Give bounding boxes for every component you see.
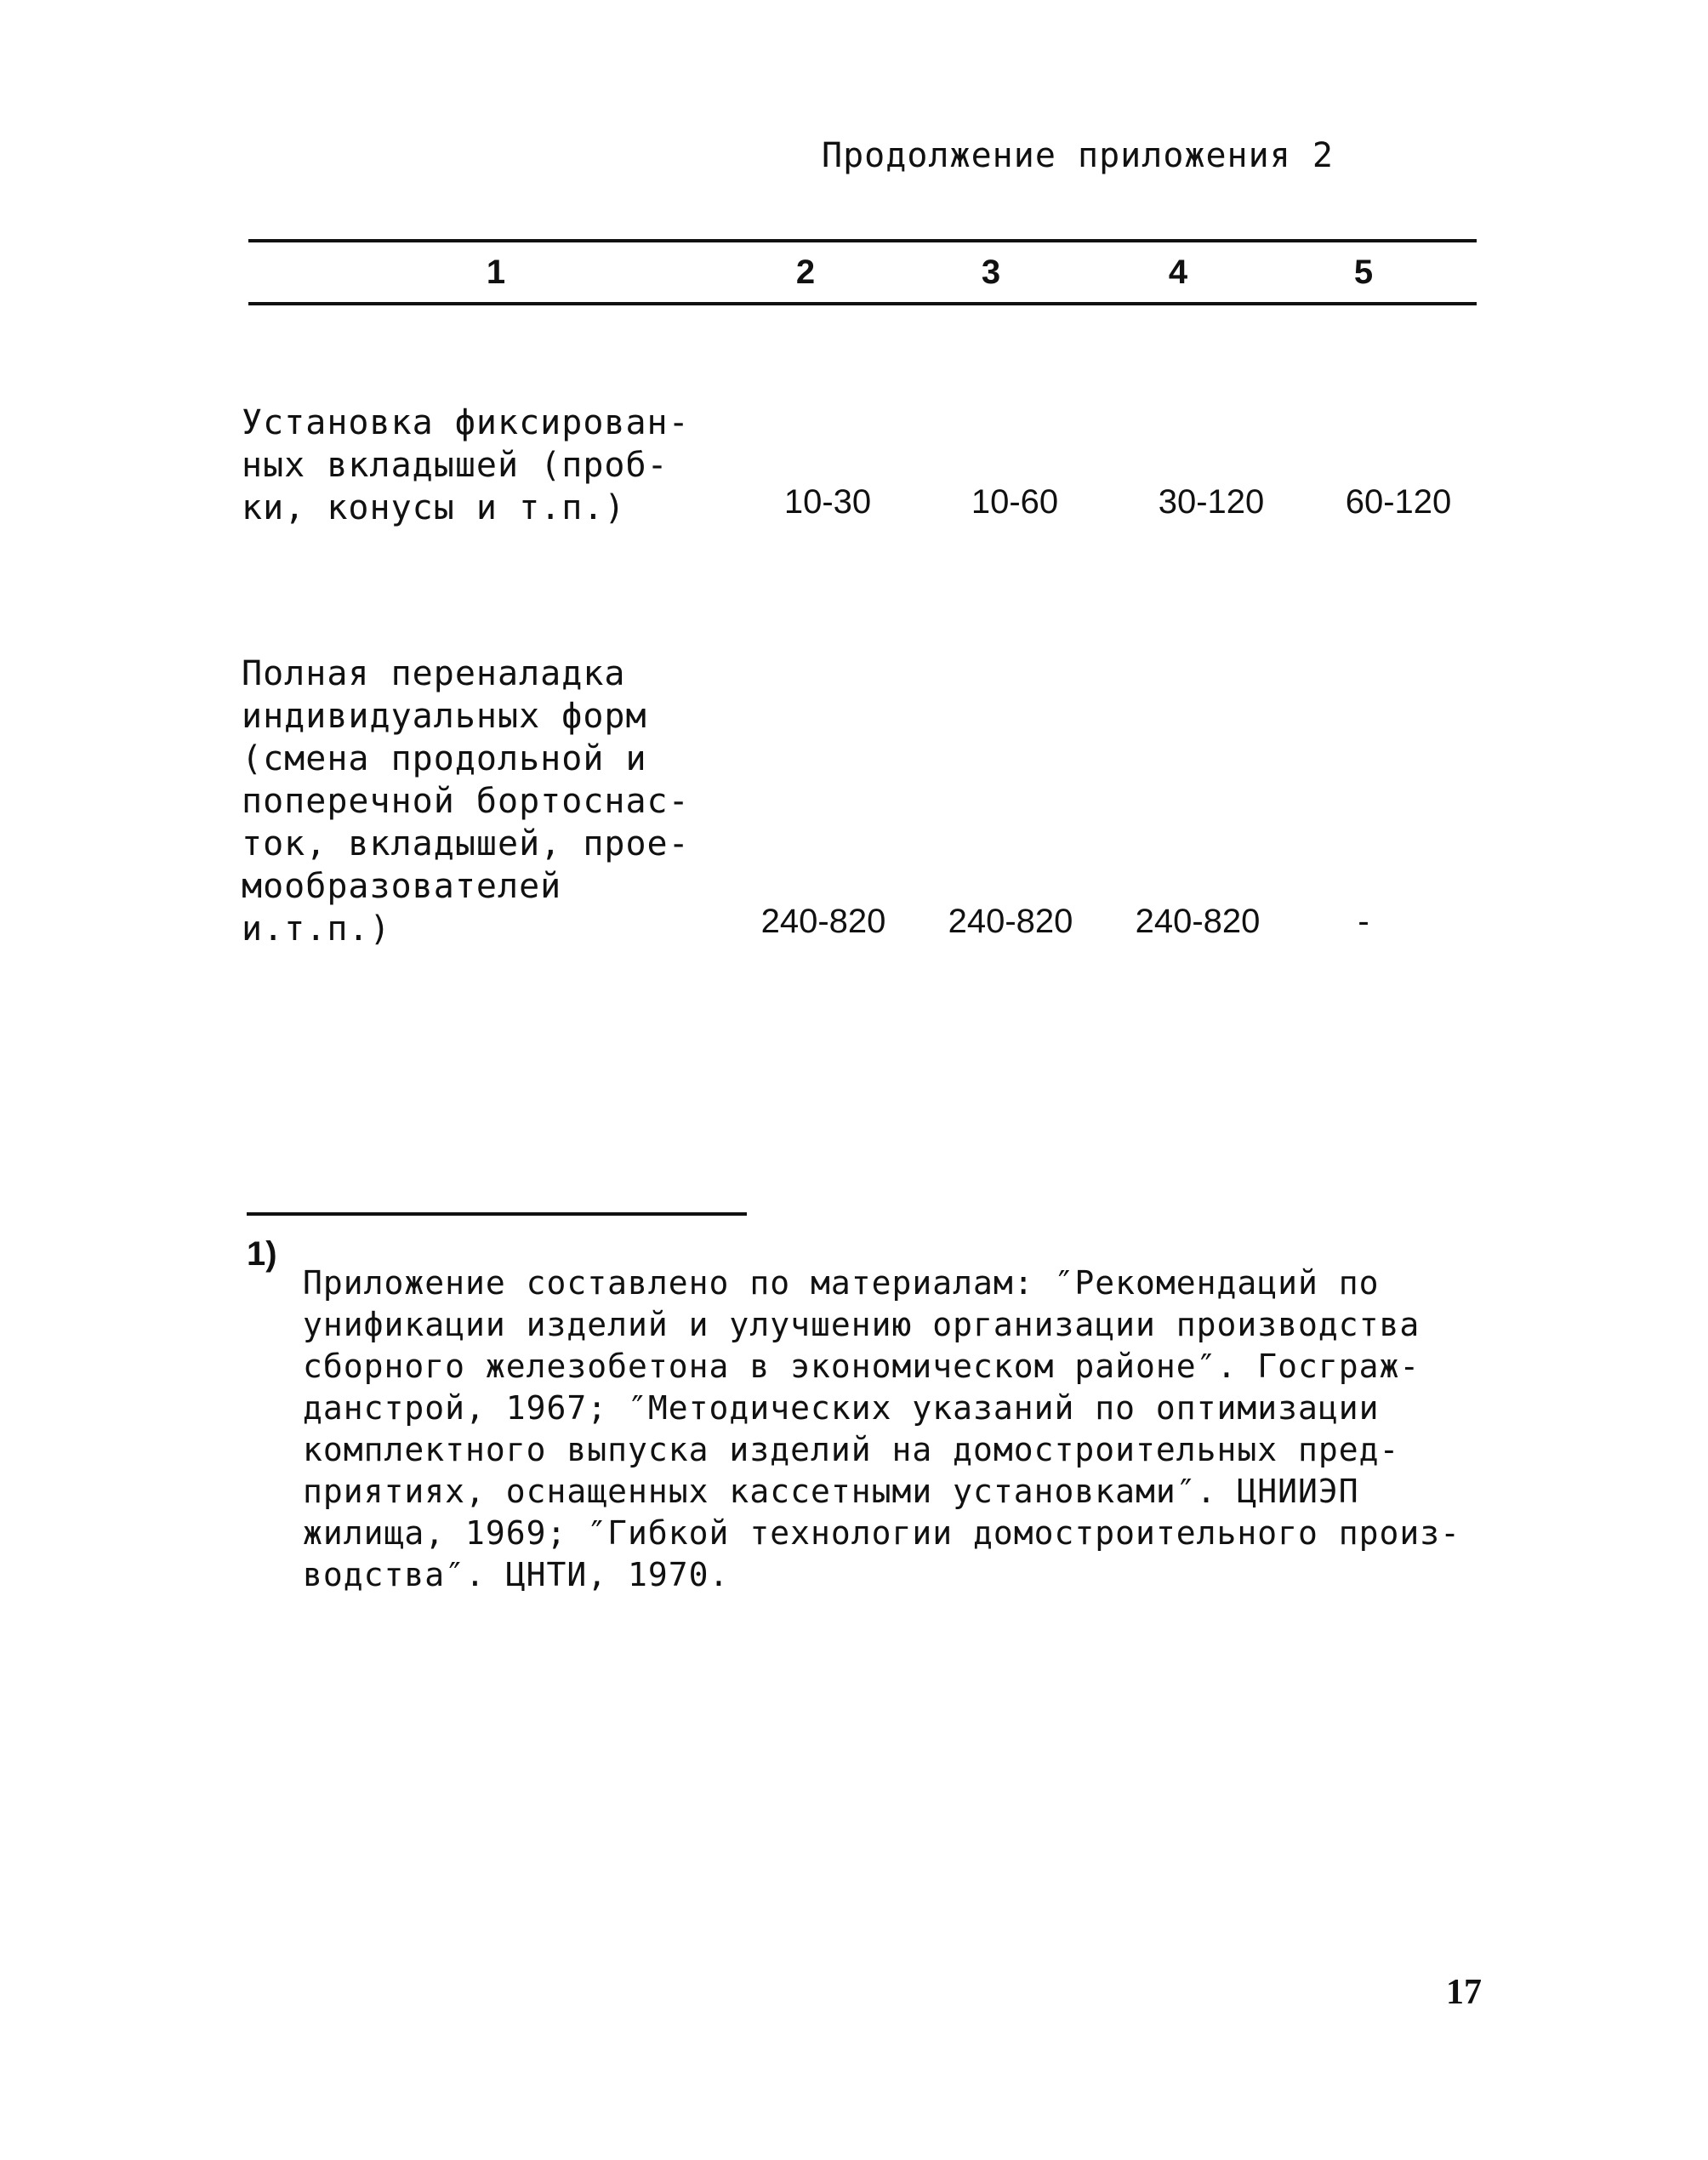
description-line: мообразователей (242, 867, 562, 906)
footnote-text (303, 1262, 1460, 1596)
description-line: ки, конусы и т.п.) (242, 488, 626, 527)
description-line: (смена продольной и (242, 739, 647, 778)
footnote-marker: 1) (247, 1235, 277, 1273)
footnote-line: комплектного выпуска изделий на домостроительных пред- (303, 1431, 1400, 1468)
description-line: Полная переналадка (242, 654, 626, 693)
description-line: и.т.п.) (242, 909, 391, 949)
description-line: ток, вкладышей, прое- (242, 824, 690, 863)
footnote-rule (247, 1212, 747, 1216)
row-description (242, 402, 690, 529)
column-number-3: 3 (981, 254, 1001, 291)
column-number-5: 5 (1353, 254, 1374, 291)
footnote-line: приятиях, оснащенных кассетными установками″. ЦНИИЭП (303, 1473, 1359, 1510)
value-col-3: 10-60 (971, 483, 1059, 521)
value-col-2: 240-820 (760, 903, 886, 940)
footnote-line: сборного железобетона в экономическом районе″. Госграж- (303, 1348, 1420, 1385)
table-header-rule (248, 302, 1477, 305)
column-number-4: 4 (1168, 254, 1188, 291)
value-col-5: 60-120 (1345, 483, 1452, 521)
description-line: индивидуальных форм (242, 697, 647, 736)
footnote-line: данстрой, 1967; ″Методических указаний по оптимизации (303, 1389, 1380, 1427)
footnote-line: унификации изделий и улучшению организации производства (303, 1306, 1420, 1343)
row-description (242, 653, 690, 950)
description-line: поперечной бортоснас- (242, 782, 690, 821)
description-line: ных вкладышей (проб- (242, 446, 669, 485)
description-line: Установка фиксирован- (242, 403, 690, 442)
footnote-line: водства″. ЦНТИ, 1970. (303, 1556, 730, 1593)
footnote-line: Приложение составлено по материалам: ″Рекомендаций по (303, 1264, 1380, 1302)
column-number-2: 2 (795, 254, 816, 291)
value-col-2: 10-30 (783, 483, 872, 521)
table-top-rule (248, 239, 1477, 242)
page-number: 17 (1446, 1973, 1482, 2012)
value-col-4: 30-120 (1158, 483, 1265, 521)
value-col-4: 240-820 (1135, 903, 1261, 940)
column-number-1: 1 (486, 254, 506, 291)
continuation-heading: Продолжение приложения 2 (822, 136, 1334, 175)
footnote-line: жилища, 1969; ″Гибкой технологии домостроительного произ- (303, 1514, 1461, 1552)
value-col-3: 240-820 (948, 903, 1073, 940)
value-col-5: - (1358, 903, 1369, 940)
